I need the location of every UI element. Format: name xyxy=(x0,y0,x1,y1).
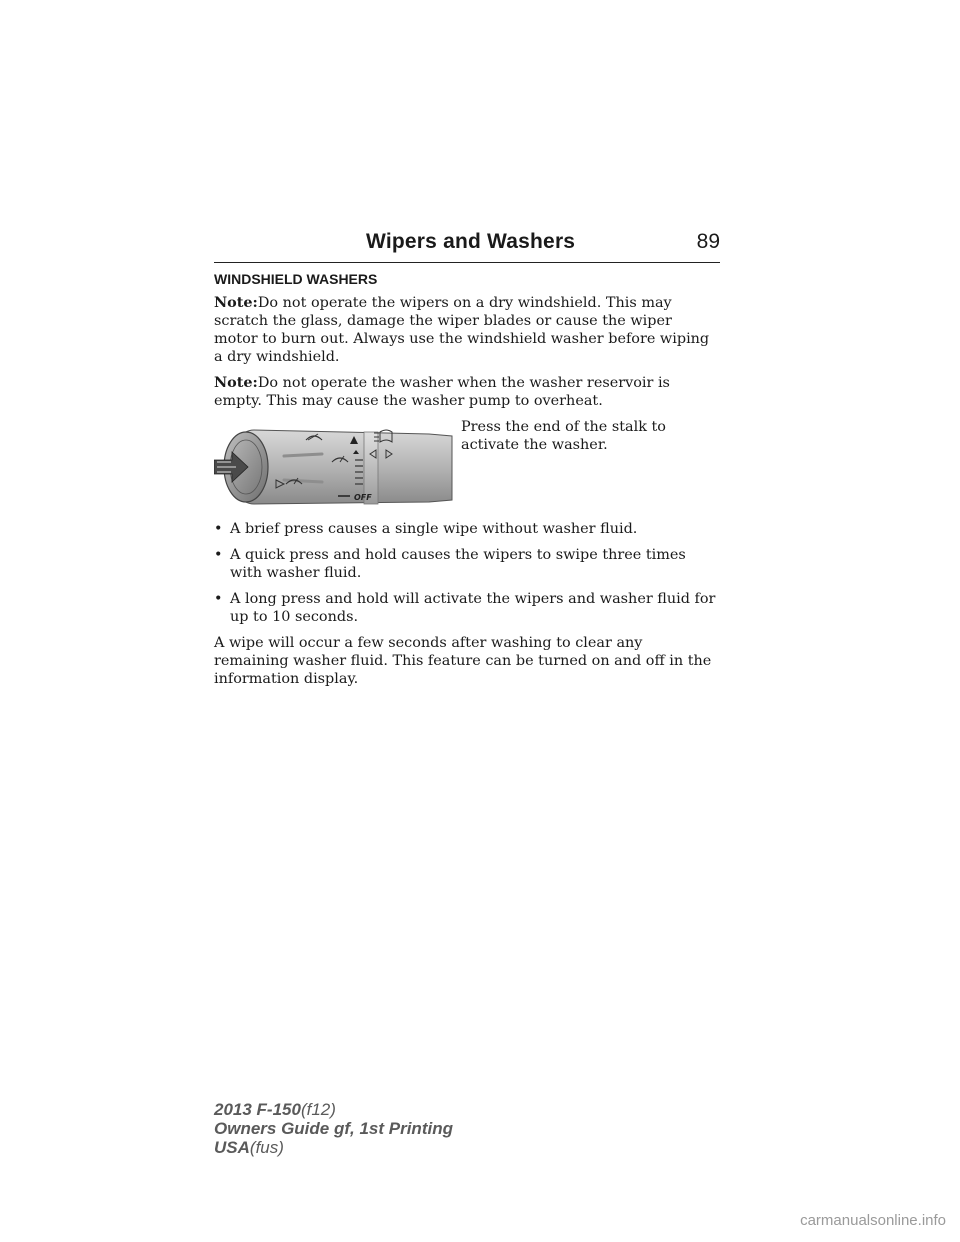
footer-line xyxy=(214,1100,453,1119)
market-code: (fus) xyxy=(249,1138,284,1157)
model-code: (f12) xyxy=(300,1100,336,1119)
bullet-icon: • xyxy=(214,521,223,537)
footer-line xyxy=(214,1138,453,1157)
page-footer xyxy=(214,1100,453,1157)
list-item-text: A brief press causes a single wipe without washer fluid. xyxy=(230,521,638,537)
wiper-stalk-illustration xyxy=(214,418,454,508)
figure-row xyxy=(214,418,720,508)
note-text: Do not operate the washer when the washer reservoir is empty. This may cause the washer pump to overheat. xyxy=(214,375,670,409)
note-paragraph xyxy=(214,294,720,366)
section-title: Wipers and Washers xyxy=(366,230,576,253)
closing-paragraph: A wipe will occur a few seconds after washing to clear any remaining washer fluid. This feature can be turned on and off in the information display. xyxy=(214,635,712,687)
note-text: Do not operate the wipers on a dry windshield. This may scratch the glass, damage the wiper blades or cause the wiper motor to burn out. Always use the windshield washer before wiping a dry windshield. xyxy=(214,295,710,365)
bullet-list xyxy=(214,520,720,626)
note-label: Note: xyxy=(214,294,258,311)
list-item-text: A long press and hold will activate the wipers and washer fluid for up to 10 seconds. xyxy=(230,591,716,625)
main-content xyxy=(214,270,720,696)
off-label: OFF xyxy=(354,493,372,502)
page-number: 89 xyxy=(696,230,720,253)
market-name: USA xyxy=(214,1138,250,1157)
figure-caption: Press the end of the stalk to activate the washer. xyxy=(461,419,666,453)
footer-line: Owners Guide gf, 1st Printing xyxy=(214,1119,453,1138)
section-heading: WINDSHIELD WASHERS xyxy=(214,271,378,287)
watermark: carmanualsonline.info xyxy=(800,1212,946,1229)
list-item xyxy=(214,546,720,582)
page-header xyxy=(214,228,720,263)
note-label: Note: xyxy=(214,374,258,391)
bullet-icon: • xyxy=(214,591,223,607)
list-item xyxy=(214,520,720,538)
bullet-icon: • xyxy=(214,547,223,563)
model-name: 2013 F-150 xyxy=(214,1100,301,1119)
list-item-text: A quick press and hold causes the wipers to swipe three times with washer fluid. xyxy=(230,547,686,581)
list-item xyxy=(214,590,720,626)
note-paragraph xyxy=(214,374,720,410)
